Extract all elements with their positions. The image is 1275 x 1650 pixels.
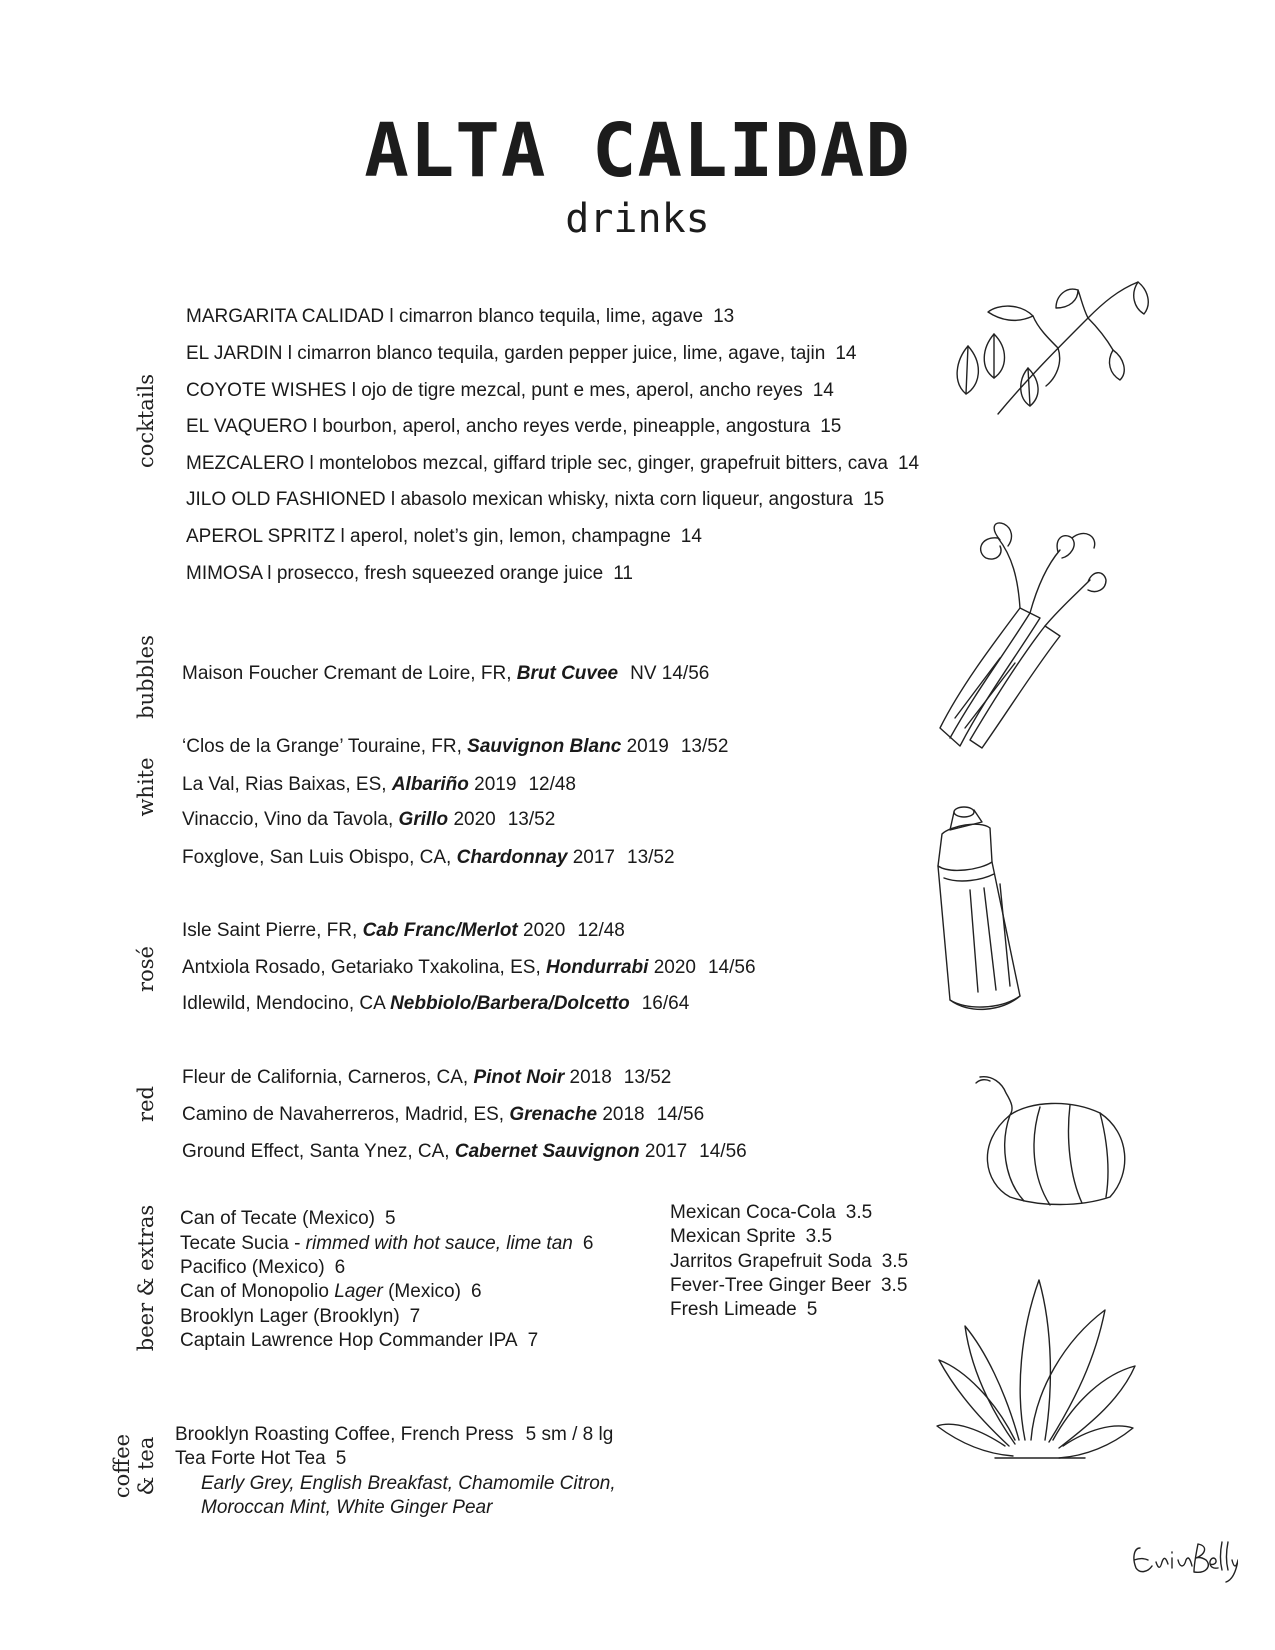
list-item: Captain Lawrence Hop Commander IPA 7 [180,1330,539,1351]
list-item: Antxiola Rosado, Getariako Txakolina, ES, Hondurrabi 2020 14/56 [182,957,756,978]
list-item: MEZCALERO l montelobos mezcal, giffard triple sec, ginger, grapefruit bitters, cava 14 [186,453,920,474]
list-item: MARGARITA CALIDAD l cimarron blanco tequila, lime, agave 13 [186,306,735,327]
tomatillo-branch-icon [938,268,1153,418]
section-label-coffee: coffee [110,1433,134,1499]
list-item: EL VAQUERO l bourbon, aperol, ancho reyes verde, pineapple, angostura 15 [186,416,842,437]
list-item: Tecate Sucia - rimmed with hot sauce, lime tan 6 [180,1233,594,1254]
section-label-white: white [134,757,158,817]
list-item: La Val, Rias Baixas, ES, Albariño 2019 12/48 [182,774,576,795]
list-item: Vinaccio, Vino da Tavola, Grillo 2020 13/52 [182,809,556,830]
tea-flavors-line: Early Grey, English Breakfast, Chamomile Citron, [201,1473,616,1494]
habanero-pepper-icon [970,1073,1135,1213]
list-item: COYOTE WISHES l ojo de tigre mezcal, punt e mes, aperol, ancho reyes 14 [186,380,834,401]
section-label-beer-extras: beer & extras [134,1204,158,1352]
agave-icon [935,1270,1140,1460]
list-item: Can of Tecate (Mexico) 5 [180,1208,396,1229]
list-item: Tea Forte Hot Tea 5 [175,1448,347,1469]
section-label-rose: rosé [134,946,158,992]
list-item: Fleur de California, Carneros, CA, Pinot Noir 2018 13/52 [182,1067,672,1088]
list-item: Jarritos Grapefruit Soda 3.5 [670,1251,909,1272]
section-label-red: red [134,1086,158,1122]
artist-signature [1128,1538,1238,1588]
section-label-cocktails: cocktails [134,373,158,469]
section-label-tea: & tea [134,1436,158,1496]
list-item: Pacifico (Mexico) 6 [180,1257,346,1278]
list-item: Idlewild, Mendocino, CA Nebbiolo/Barbera/Dolcetto 16/64 [182,993,690,1014]
list-item: Mexican Sprite 3.5 [670,1226,833,1247]
list-item: Fever-Tree Ginger Beer 3.5 [670,1275,908,1296]
list-item: JILO OLD FASHIONED l abasolo mexican whisky, nixta corn liqueur, angostura 15 [186,489,885,510]
list-item: Foxglove, San Luis Obispo, CA, Chardonnay 2017 13/52 [182,847,675,868]
list-item: Isle Saint Pierre, FR, Cab Franc/Merlot 2020 12/48 [182,920,625,941]
menu-subtitle: drinks [565,196,710,242]
list-item: Maison Foucher Cremant de Loire, FR, Brut Cuvee NV 14/56 [182,663,710,684]
section-label-bubbles: bubbles [134,635,158,719]
cocktail-shaker-icon [930,800,1050,1015]
list-item: Mexican Coca-Cola 3.5 [670,1202,873,1223]
list-item: ‘Clos de la Grange’ Touraine, FR, Sauvignon Blanc 2019 13/52 [182,736,729,757]
list-item: Brooklyn Lager (Brooklyn) 7 [180,1306,421,1327]
celery-icon [920,518,1120,753]
list-item: MIMOSA l prosecco, fresh squeezed orange juice 11 [186,563,633,584]
list-item: Can of Monopolio Lager (Mexico) 6 [180,1281,482,1302]
list-item: Brooklyn Roasting Coffee, French Press 5 sm / 8 lg [175,1424,614,1445]
list-item: EL JARDIN l cimarron blanco tequila, garden pepper juice, lime, agave, tajin 14 [186,343,857,364]
tea-flavors-line: Moroccan Mint, White Ginger Pear [201,1497,493,1518]
list-item: Ground Effect, Santa Ynez, CA, Cabernet Sauvignon 2017 14/56 [182,1141,747,1162]
menu-title: ALTA CALIDAD [364,108,911,194]
list-item: Camino de Navaherreros, Madrid, ES, Grenache 2018 14/56 [182,1104,705,1125]
list-item: APEROL SPRITZ l aperol, nolet’s gin, lemon, champagne 14 [186,526,702,547]
list-item: Fresh Limeade 5 [670,1299,818,1320]
